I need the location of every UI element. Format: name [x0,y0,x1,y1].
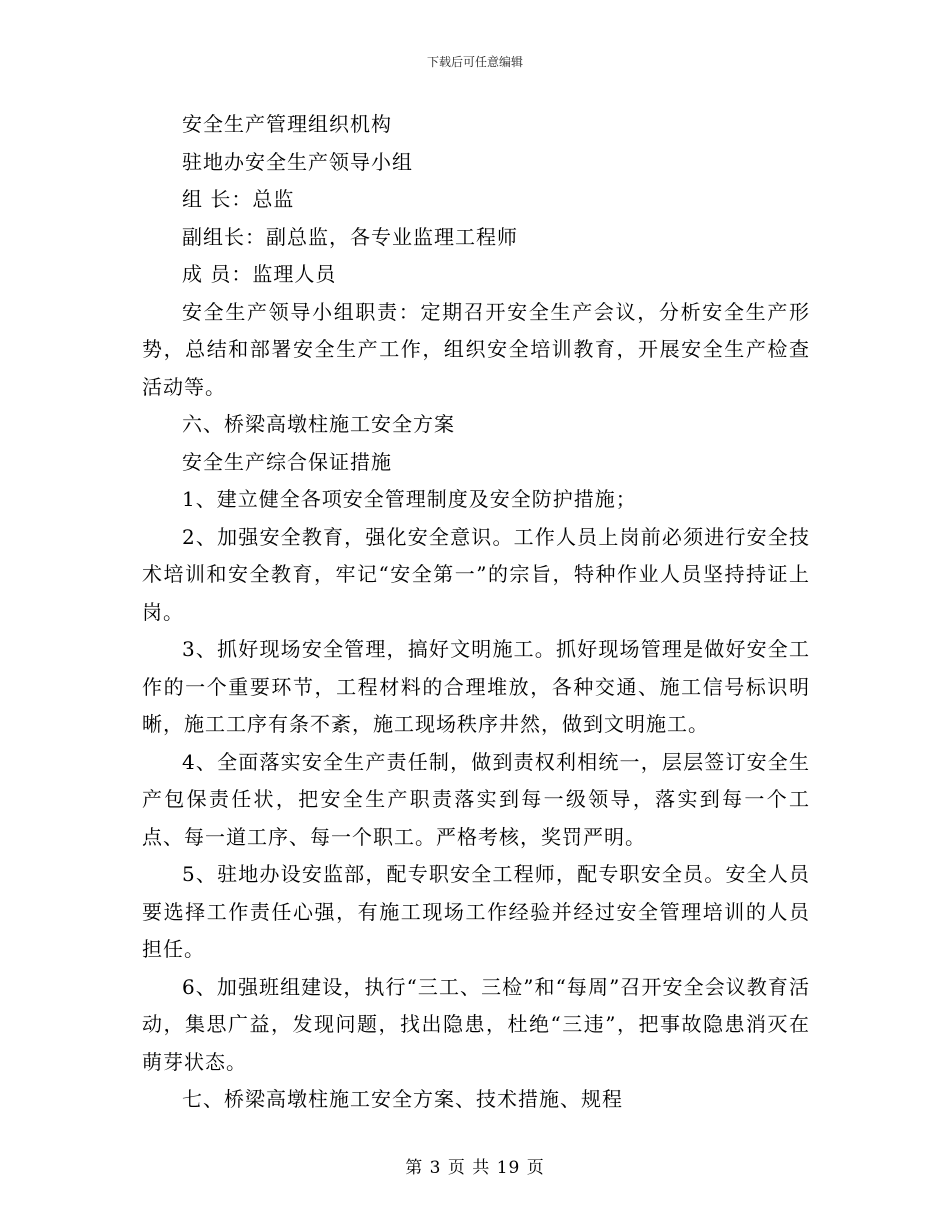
list-item: 6、加强班组建设，执行“三工、三检”和“每周”召开安全会议教育活动，集思广益，发现问题，找出隐患，杜绝“三违”，把事故隐患消灭在萌芽状态。 [142,974,810,1074]
paragraph: 安全生产综合保证措施 [182,449,392,474]
paragraph: 安全生产领导小组职责：定期召开安全生产会议，分析安全生产形势，总结和部署安全生产工作，组织安全培训教育，开展安全生产检查活动等。 [142,299,810,399]
list-item: 1、建立健全各项安全管理制度及安全防护措施； [182,487,637,511]
page-header: 下载后可任意编辑 [426,55,523,69]
page-number: 第 3 页 共 19 页 [405,1158,545,1178]
list-item: 4、全面落实安全生产责任制，做到责权利相统一，层层签订安全生产包保责任状，把安全生产职责落实到每一级领导，落实到每一个工点、每一道工序、每一个职工。严格考核，奖罚严明。 [142,749,810,849]
document-body [142,106,810,1119]
paragraph: 组 长：总监 [182,187,295,211]
list-item: 3、抓好现场安全管理，搞好文明施工。抓好现场管理是做好安全工作的一个重要环节，工程材料的合理堆放，各种交通、施工信号标识明晰，施工工序有条不紊，施工现场秩序井然，做到文明施工。 [142,637,810,736]
paragraph: 成 员：监理人员 [182,262,337,286]
list-item: 2、加强安全教育，强化安全意识。工作人员上岗前必须进行安全技术培训和安全教育，牢记“安全第一”的宗旨，特种作业人员坚持持证上岗。 [142,524,810,624]
list-item: 5、驻地办设安监部，配专职安全工程师，配专职安全员。安全人员要选择工作责任心强，有施工现场工作经验并经过安全管理培训的人员担任。 [142,862,810,961]
paragraph: 安全生产管理组织机构 [182,112,392,136]
section-heading: 六、桥梁高墩柱施工安全方案 [182,412,455,436]
section-heading: 七、桥梁高墩柱施工安全方案、技术措施、规程 [182,1087,623,1111]
paragraph: 副组长：副总监，各专业监理工程师 [182,224,518,249]
paragraph: 驻地办安全生产领导小组 [182,149,413,174]
